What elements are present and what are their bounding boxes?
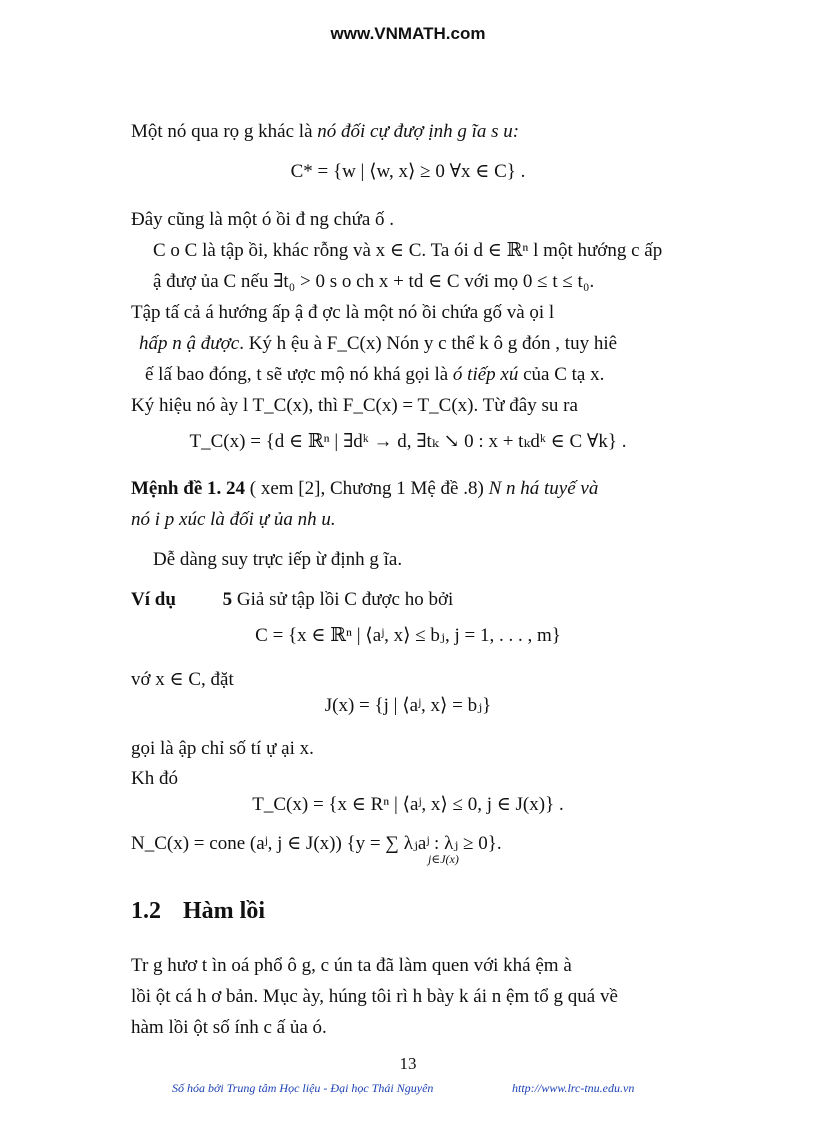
section-number: 1.2	[131, 898, 161, 924]
text-run: ậ đượ ủa C nếu ∃t₀ > 0 s o ch x + td ∈ C với mọ 0 ≤ t ≤ t₀.	[153, 271, 595, 292]
equation-normal-cone: N_C(x) = cone (aʲ, j ∈ J(x)) {y = ∑ λⱼaʲ : λⱼ ≥ 0}.	[131, 833, 502, 854]
footer-url-link[interactable]: http://www.lrc-tnu.edu.vn	[512, 1081, 635, 1095]
paragraph-line	[131, 544, 736, 575]
paragraph-line	[131, 266, 736, 297]
paragraph-line	[131, 235, 736, 266]
proposition-line: nó i p xúc là đối ự ủa nh u.	[131, 509, 336, 530]
paragraph-line: vớ x ∈ C, đặt	[131, 669, 234, 690]
paragraph-line: gọi là ập chỉ số tí ự ại x.	[131, 738, 314, 759]
equation-tangent-cone: T_C(x) = {d ∈ ℝⁿ | ∃dᵏ → d, ∃tₖ ↘ 0 : x + tₖdᵏ ∈ C ∀k} .	[189, 431, 627, 452]
proposition-label: Mệnh đề 1. 24	[131, 478, 245, 499]
paragraph-line	[131, 116, 736, 147]
paragraph-line: lồi ột cá h ơ bản. Mục ày, húng tôi rì h bày k ái n ệm tổ g quá về	[131, 986, 618, 1007]
paragraph-line: Kh đó	[131, 768, 178, 789]
paragraph-line: Tập tấ cả á hướng ấp ậ đ ợc là một nó ồi chứa gố và ọi l	[131, 302, 555, 323]
paragraph-line: Ký hiệu nó ày l T_C(x), thì F_C(x) = T_C(x). Từ đây su ra	[131, 395, 578, 416]
text-run-italic: nó đối cự đượ ịnh g ĩa s u:	[317, 121, 520, 142]
text-run: của C tạ x.	[518, 364, 605, 385]
equation-polyhedron: C = {x ∈ ℝⁿ | ⟨aʲ, x⟩ ≤ bⱼ, j = 1, . . . , m}	[255, 625, 561, 646]
text-run: ( xem [2], Chương 1 Mệ đề .8)	[245, 478, 489, 499]
text-run-italic: hấp n ậ được	[139, 333, 240, 354]
text-run: Một nó qua rọ g khác là	[131, 121, 318, 142]
footer-digitized-by: Số hóa bởi Trung tâm Học liệu - Đại học Thái Nguyên	[172, 1081, 434, 1095]
text-run: Giả sử tập lồi C được ho bởi	[232, 589, 454, 610]
example-number: 5	[222, 589, 233, 610]
text-run: . Ký h ệu à F_C(x) Nón y c thể k ô g đón , tuy hiê	[239, 333, 618, 354]
paragraph-line	[131, 328, 736, 359]
text-run-italic: ó tiếp xú	[452, 364, 519, 385]
paragraph-line: Đây cũng là một ó ồi đ ng chứa ố .	[131, 209, 395, 230]
equation-active-set: J(x) = {j | ⟨aʲ, x⟩ = bⱼ}	[324, 695, 492, 716]
example-label: Ví dụ	[131, 589, 176, 610]
text-run: ế lấ bao đóng, t sẽ ược mộ nó khá gọi là	[145, 364, 453, 385]
section-title: Hàm lồi	[183, 898, 265, 924]
section-heading	[131, 898, 265, 925]
equation-dual-cone: C* = {w | ⟨w, x⟩ ≥ 0 ∀x ∈ C} .	[290, 161, 526, 182]
example-line	[131, 584, 736, 615]
page-number: 13	[399, 1054, 417, 1073]
proposition-line	[131, 473, 736, 504]
equation-tangent-polyhedron: T_C(x) = {x ∈ Rⁿ | ⟨aʲ, x⟩ ≤ 0, j ∈ J(x)} .	[252, 794, 564, 815]
sum-subscript: j∈J(x)	[428, 852, 459, 866]
paragraph-line	[131, 359, 736, 390]
text-run: C o C là tập ồi, khác rỗng và x ∈ C. Ta ói d ∈ ℝⁿ l một hướng c ấp	[153, 240, 663, 261]
paragraph-line: Tr g hươ t ìn oá phổ ô g, c ún ta đã làm quen với khá ệm à	[131, 955, 572, 976]
paragraph-line: hàm lồi ột số ính c ấ ủa ó.	[131, 1017, 327, 1038]
text-run-italic: N n há tuyế và	[488, 478, 599, 499]
site-header: www.VNMATH.com	[330, 24, 486, 43]
text-run: Dễ dàng suy trực iếp ừ định g ĩa.	[153, 549, 403, 570]
